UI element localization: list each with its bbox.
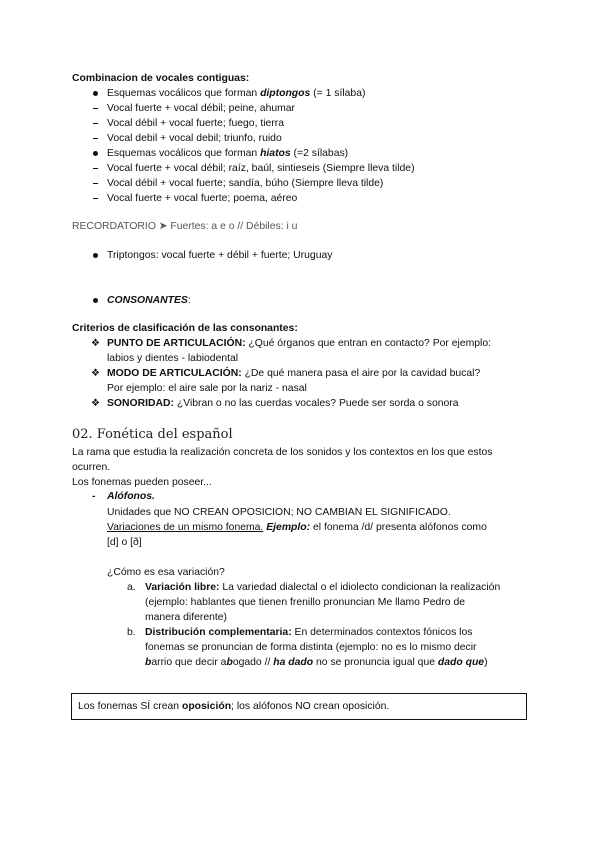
criterio-label: SONORIDAD: <box>107 398 174 409</box>
recordatorio-line <box>72 220 297 233</box>
text: ogado // <box>232 657 274 668</box>
criterio-label: PUNTO DE ARTICULACIÓN: <box>107 338 246 349</box>
distribucion-line3 <box>145 656 488 669</box>
vocales-item-1: Vocal fuerte + vocal débil; peine, ahumar <box>107 103 296 114</box>
vocales-item-2: Vocal débil + vocal fuerte; fuego, tierra <box>107 118 285 129</box>
criterio-item-1 <box>107 367 480 380</box>
variacion-libre-line2: (ejemplo: hablantes que tienen frenillo pronuncian Me llamo Pedro de <box>145 597 465 608</box>
criterio-label: MODO DE ARTICULACIÓN: <box>107 368 242 379</box>
diamond-bullet-icon: ❖ <box>91 338 100 349</box>
emphasis: ha dado <box>273 657 314 668</box>
alofonos-line3: [d] o [ð] <box>107 537 142 548</box>
text: ¿Vibran o no las cuerdas vocales? Puede ser sorda o sonora <box>173 398 459 409</box>
alofonos-label: Alófonos. <box>107 491 155 502</box>
text: La variedad dialectal o el idiolecto condicionan la realización <box>219 582 501 593</box>
text: Esquemas vocálicos que forman <box>107 148 261 159</box>
vocales-item-4 <box>107 147 348 160</box>
distribucion-line2: fonemas se pronuncian de forma distinta (ejemplo: no es lo mismo decir <box>145 642 477 653</box>
emphasis: b <box>226 657 233 668</box>
triptongos-line: Triptongos: vocal fuerte + débil + fuerte; Uruguay <box>107 250 333 261</box>
vocales-item-3: Vocal debil + vocal debil; triunfo, ruido <box>107 133 282 144</box>
text: En determinados contextos fónicos los <box>291 627 473 638</box>
note-text <box>78 700 389 713</box>
bullet-icon <box>93 253 98 258</box>
arrow-icon: ➤ <box>158 221 168 232</box>
emphasis: Ejemplo: <box>266 522 311 533</box>
emphasis: hiatos <box>260 148 291 159</box>
section-title: 02. Fonética del español <box>72 427 233 442</box>
underlined-text: Variaciones de un mismo fonema. <box>107 522 264 533</box>
dash-icon <box>93 183 98 184</box>
fonetica-p1a: La rama que estudia la realización concreta de los sonidos y los contextos en los que estos <box>72 447 493 458</box>
diamond-bullet-icon: ❖ <box>91 398 100 409</box>
text: ; los alófonos NO crean oposición. <box>231 701 390 712</box>
text: (=2 sílabas) <box>290 148 349 159</box>
consonantes-label: CONSONANTES <box>107 295 188 306</box>
fonetica-p2: Los fonemas pueden poseer... <box>72 477 212 488</box>
variacion-libre-line3: manera diferente) <box>145 612 228 623</box>
bullet-icon <box>93 91 98 96</box>
list-marker-a: a. <box>127 582 136 593</box>
vocales-item-6: Vocal débil + vocal fuerte; sandía, búho (Siempre lleva tilde) <box>107 178 384 189</box>
text: no se pronuncia igual que <box>313 657 438 668</box>
bullet-icon <box>93 298 98 303</box>
dash-icon <box>93 168 98 169</box>
vocales-heading: Combinacion de vocales contiguas: <box>72 73 250 84</box>
diamond-bullet-icon: ❖ <box>91 368 100 379</box>
text: Los fonemas SÍ crean <box>78 701 182 712</box>
text: ) <box>484 657 488 668</box>
distribucion-label: Distribución complementaria: <box>145 627 292 638</box>
dash-icon <box>93 138 98 139</box>
dash-icon <box>93 123 98 124</box>
variacion-libre-line1 <box>145 581 500 594</box>
text: el fonema /d/ presenta alófonos como <box>310 522 487 533</box>
list-marker-b: b. <box>127 627 136 638</box>
text: : <box>187 295 191 306</box>
fonetica-p1b: ocurren. <box>72 462 111 473</box>
vocales-item-7: Vocal fuerte + vocal fuerte; poema, aéreo <box>107 193 298 204</box>
bullet-icon <box>93 151 98 156</box>
criterios-heading: Criterios de clasificación de las consonantes: <box>72 323 298 334</box>
variacion-libre-label: Variación libre: <box>145 582 220 593</box>
distribucion-line1 <box>145 626 472 639</box>
recordatorio-label: RECORDATORIO <box>72 221 156 232</box>
emphasis: diptongos <box>260 88 311 99</box>
vocales-item-0 <box>107 87 365 100</box>
recordatorio-text: Fuertes: a e o // Débiles: i u <box>167 221 298 232</box>
alofonos-line1: Unidades que NO CREAN OPOSICION; NO CAMBIAN EL SIGNIFICADO. <box>107 507 451 518</box>
text: ¿De qué manera pasa el aire por la cavidad bucal? <box>241 368 481 379</box>
criterio-item-0-line2: labios y dientes - labiodental <box>107 353 239 364</box>
dash-icon <box>93 198 98 199</box>
text: ¿Qué órganos que entran en contacto? Por ejemplo: <box>245 338 492 349</box>
criterio-item-2 <box>107 397 459 410</box>
text: (= 1 sílaba) <box>310 88 366 99</box>
emphasis: b <box>145 657 152 668</box>
criterio-item-1-line2: Por ejemplo: el aire sale por la nariz - nasal <box>107 383 307 394</box>
emphasis: dado que <box>437 657 485 668</box>
note-box <box>71 693 527 720</box>
pregunta-line: ¿Cómo es esa variación? <box>107 567 225 578</box>
consonantes-line <box>107 294 191 307</box>
criterio-item-0 <box>107 337 491 350</box>
text: Esquemas vocálicos que forman <box>107 88 261 99</box>
vocales-item-5: Vocal fuerte + vocal débil; raíz, baúl, sintieseis (Siempre lleva tilde) <box>107 163 415 174</box>
dash-bullet-icon: - <box>92 491 96 502</box>
dash-icon <box>93 108 98 109</box>
emphasis: oposición <box>181 701 232 712</box>
text: arrio que decir a <box>151 657 227 668</box>
alofonos-line2 <box>107 521 487 534</box>
